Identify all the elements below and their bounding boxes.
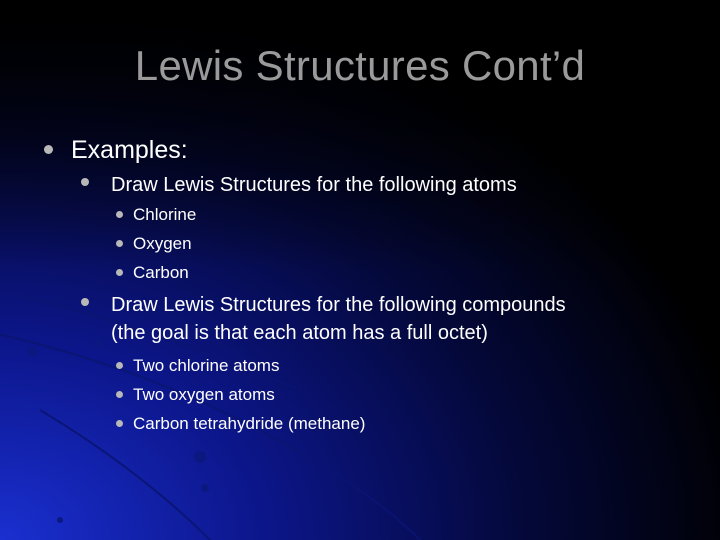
bullet-text <box>111 291 566 347</box>
bullet-dot <box>116 211 123 218</box>
list-item-text: Carbon <box>133 263 189 282</box>
bullet-dot <box>81 298 89 306</box>
list-item <box>116 414 365 434</box>
bullet-text: Draw Lewis Structures for the following atoms <box>111 174 517 196</box>
bullet-dot <box>116 391 123 398</box>
heading-line-1: Draw Lewis Structures for the following compounds <box>111 294 566 316</box>
bullet-atoms-heading <box>81 171 517 199</box>
list-item <box>116 385 275 405</box>
bullet-examples <box>44 136 188 165</box>
list-item-text: Two chlorine atoms <box>133 356 280 375</box>
bullet-dot <box>116 269 123 276</box>
bullet-text: Examples: <box>71 136 188 164</box>
list-item <box>116 234 192 254</box>
slide-title: Lewis Structures Cont’d <box>134 42 586 89</box>
bullet-compounds-heading <box>81 291 566 347</box>
bullet-dot <box>116 420 123 427</box>
bullet-dot <box>116 362 123 369</box>
list-item-text: Oxygen <box>133 234 192 253</box>
list-item-text: Chlorine <box>133 205 197 224</box>
bullet-dot <box>81 178 89 186</box>
list-item <box>116 356 279 376</box>
list-item <box>116 205 196 225</box>
list-item-text: Carbon tetrahydride (methane) <box>133 414 366 433</box>
heading-line-2: (the goal is that each atom has a full octet) <box>111 322 488 344</box>
bullet-dot <box>44 145 53 154</box>
list-item <box>116 263 189 283</box>
bullet-dot <box>116 240 123 247</box>
list-item-text: Two oxygen atoms <box>133 385 275 404</box>
